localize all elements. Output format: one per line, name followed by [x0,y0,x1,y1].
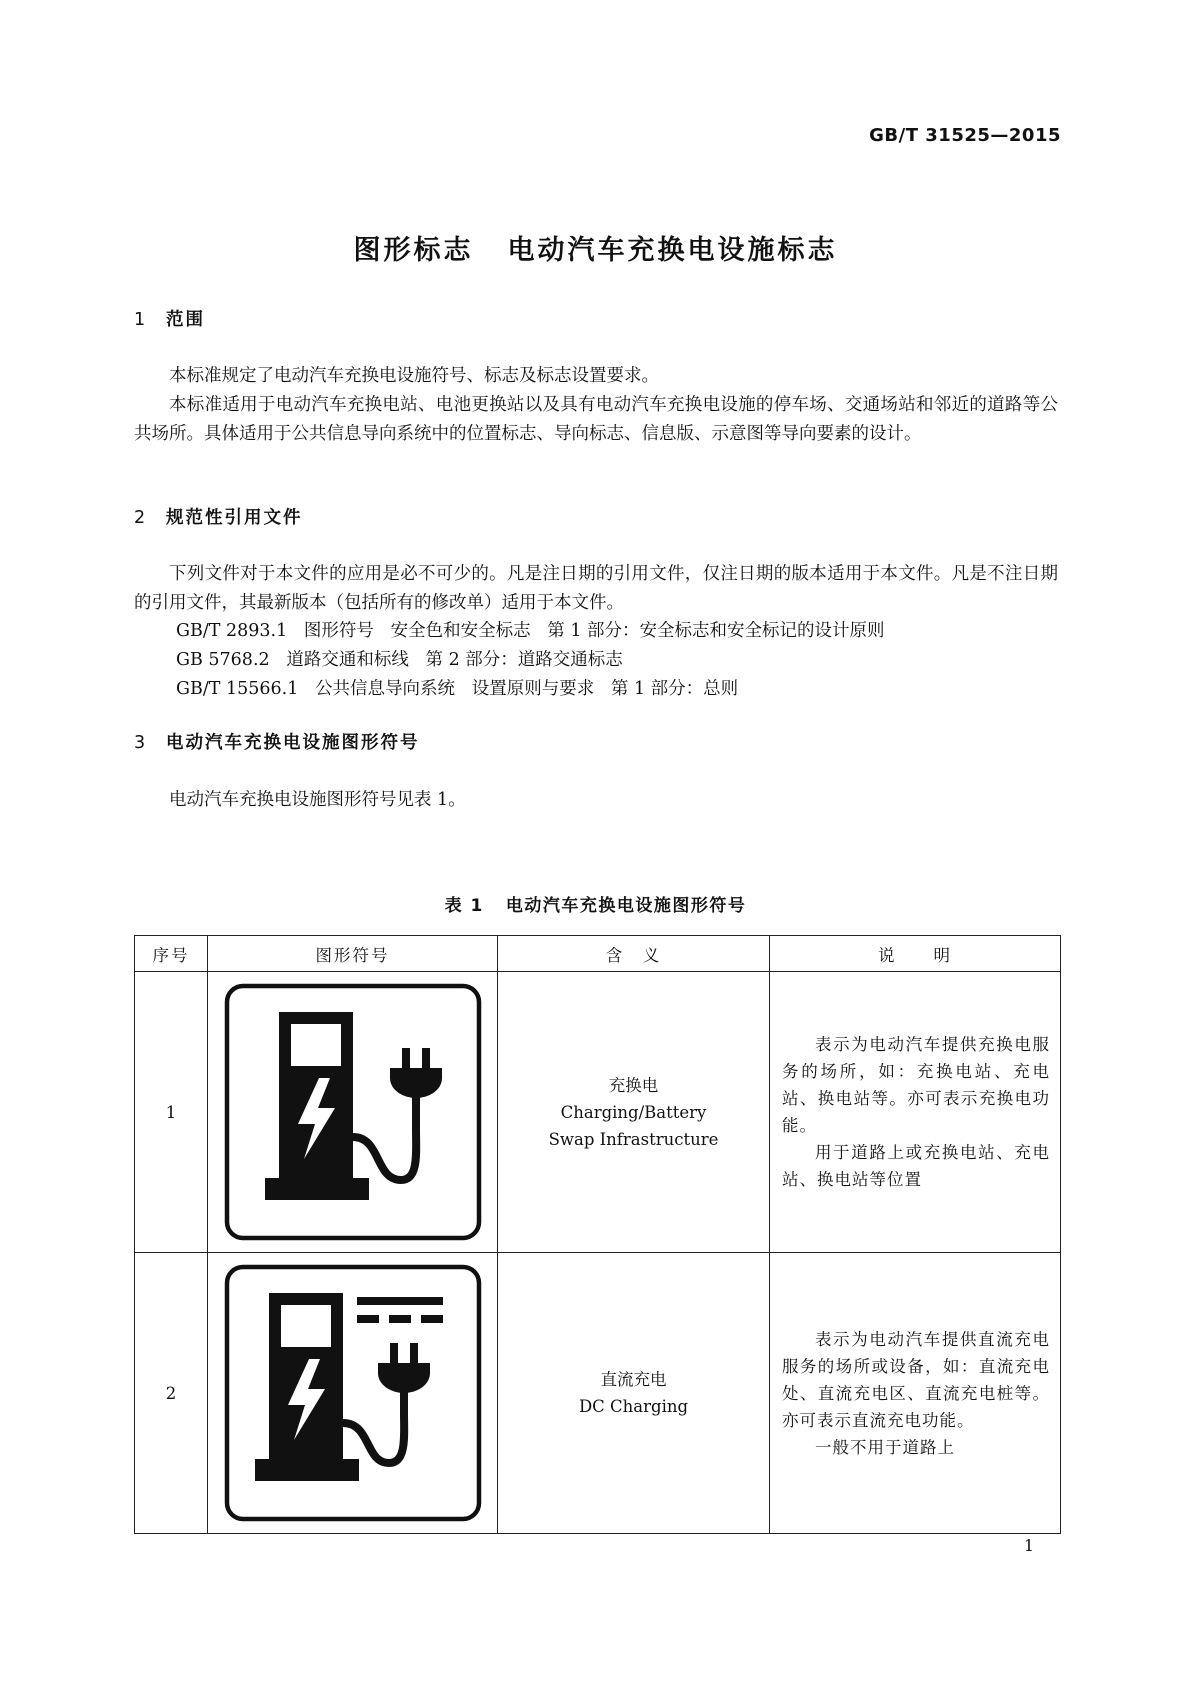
description-usage: 一般不用于道路上 [815,1437,955,1457]
meaning-en: Swap Infrastructure [548,1129,719,1149]
table-caption-label: 表 1 [444,896,484,916]
dc-charging-icon [223,1263,483,1523]
meaning-en: DC Charging [578,1397,689,1416]
row-symbol-cell [208,972,498,1253]
reference-item: GB/T 2893.1 图形符号 安全色和安全标志 第 1 部分：安全标志和安全标记的设计原则 [176,621,885,641]
header-index: 序号 [135,936,208,972]
title-part-2: 电动汽车充换电设施标志 [507,235,838,266]
table-row [135,1253,1061,1534]
header-symbol: 图形符号 [208,936,498,972]
scope-paragraph-2: 本标准适用于电动汽车充换电站、电池更换站以及具有电动汽车充换电设施的停车场、交通场站和邻近的道路等公共场所。具体适用于公共信息导向系统中的位置标志、导向标志、信息版、示意图等导向要素的设计。 [134,395,1058,444]
reference-item: GB/T 15566.1 公共信息导向系统 设置原则与要求 第 1 部分：总则 [176,679,739,699]
section-number: 1 [134,310,148,330]
row-symbol-cell [208,1253,498,1534]
header-meaning: 含 义 [498,936,770,972]
table-header-row [135,936,1061,972]
row-description-cell [770,1253,1061,1534]
references-intro: 下列文件对于本文件的应用是必不可少的。凡是注日期的引用文件，仅注日期的版本适用于本文件。凡是不注日期的引用文件，其最新版本（包括所有的修改单）适用于本文件。 [134,564,1058,613]
section-heading-scope [134,306,205,331]
row-index: 1 [135,972,208,1253]
symbols-table [134,935,1061,1534]
table-caption [0,891,1191,916]
description-text: 表示为电动汽车提供充换电服务的场所，如：充换电站、充电站、换电站等。亦可表示充换电功能。 [782,1035,1050,1135]
row-index: 2 [135,1253,208,1534]
table-row [135,972,1061,1253]
description-usage: 用于道路上或充换电站、充电站、换电站等位置 [782,1143,1050,1189]
section-number: 3 [134,733,148,753]
scope-paragraph-1: 本标准规定了电动汽车充换电设施符号、标志及标志设置要求。 [169,366,659,386]
section-title: 范围 [166,310,205,330]
section-title: 规范性引用文件 [166,508,303,528]
page-number: 1 [1023,1536,1034,1555]
row-meaning-cell [498,972,770,1253]
description-text: 表示为电动汽车提供直流充电服务的场所或设备，如：直流充电处、直流充电区、直流充电桩等。亦可表示直流充电功能。 [782,1329,1050,1430]
charging-swap-station-icon [223,982,483,1242]
standard-code: GB/T 31525—2015 [869,125,1061,146]
title-part-1: 图形标志 [353,235,474,266]
section-heading-symbols [134,729,420,754]
document-title [0,228,1191,267]
row-meaning-cell [498,1253,770,1534]
symbols-intro: 电动汽车充换电设施图形符号见表 1。 [169,790,466,810]
reference-item: GB 5768.2 道路交通和标线 第 2 部分：道路交通标志 [176,650,623,670]
meaning-cn: 充换电 [608,1075,659,1095]
section-number: 2 [134,508,148,528]
header-description: 说 明 [770,936,1061,972]
meaning-en: Charging/Battery [560,1102,707,1122]
table-caption-title: 电动汽车充换电设施图形符号 [505,896,747,916]
section-heading-references [134,504,303,529]
meaning-cn: 直流充电 [600,1370,667,1389]
section-title: 电动汽车充换电设施图形符号 [166,733,420,753]
row-description-cell [770,972,1061,1253]
